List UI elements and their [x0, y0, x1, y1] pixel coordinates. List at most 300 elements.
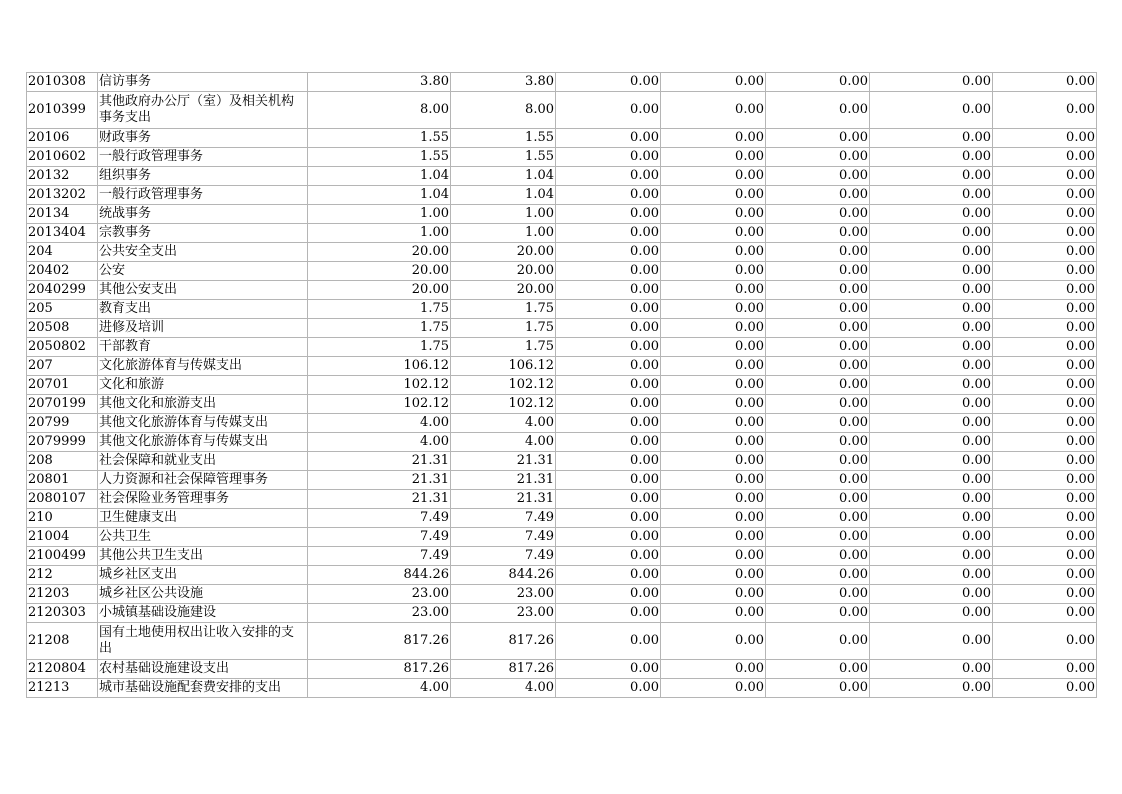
- amount-cell: 21.31: [308, 471, 451, 490]
- subject-name-cell: 一般行政管理事务: [98, 186, 308, 205]
- amount-cell: 7.49: [451, 547, 556, 566]
- amount-cell: 7.49: [308, 509, 451, 528]
- amount-cell: 0.00: [661, 585, 766, 604]
- amount-cell: 7.49: [308, 547, 451, 566]
- amount-cell: 0.00: [993, 262, 1097, 281]
- amount-cell: 0.00: [556, 129, 661, 148]
- amount-cell: 0.00: [766, 92, 870, 129]
- amount-cell: 0.00: [661, 357, 766, 376]
- amount-cell: 0.00: [870, 357, 993, 376]
- table-row: [27, 585, 1097, 604]
- amount-cell: 0.00: [766, 224, 870, 243]
- amount-cell: 4.00: [451, 433, 556, 452]
- amount-cell: 0.00: [556, 452, 661, 471]
- amount-cell: 0.00: [766, 623, 870, 660]
- amount-cell: 0.00: [766, 319, 870, 338]
- amount-cell: 1.75: [451, 319, 556, 338]
- amount-cell: 817.26: [451, 660, 556, 679]
- amount-cell: 0.00: [870, 509, 993, 528]
- amount-cell: 0.00: [993, 490, 1097, 509]
- amount-cell: 0.00: [661, 92, 766, 129]
- amount-cell: 0.00: [766, 490, 870, 509]
- amount-cell: 0.00: [661, 660, 766, 679]
- amount-cell: 0.00: [661, 186, 766, 205]
- amount-cell: 0.00: [766, 300, 870, 319]
- amount-cell: 0.00: [766, 262, 870, 281]
- amount-cell: 0.00: [993, 547, 1097, 566]
- amount-cell: 20.00: [451, 262, 556, 281]
- amount-cell: 0.00: [993, 414, 1097, 433]
- subject-code-cell: 20134: [27, 205, 98, 224]
- table-row: [27, 338, 1097, 357]
- subject-code-cell: 20132: [27, 167, 98, 186]
- amount-cell: 106.12: [308, 357, 451, 376]
- amount-cell: 0.00: [556, 148, 661, 167]
- table-row: [27, 357, 1097, 376]
- amount-cell: 0.00: [766, 148, 870, 167]
- amount-cell: 0.00: [993, 452, 1097, 471]
- amount-cell: 0.00: [556, 319, 661, 338]
- subject-code-cell: 21004: [27, 528, 98, 547]
- amount-cell: 0.00: [556, 528, 661, 547]
- amount-cell: 1.75: [308, 319, 451, 338]
- subject-code-cell: 205: [27, 300, 98, 319]
- amount-cell: 3.80: [308, 73, 451, 92]
- amount-cell: 0.00: [993, 205, 1097, 224]
- amount-cell: 0.00: [661, 224, 766, 243]
- amount-cell: 0.00: [556, 566, 661, 585]
- table-row: [27, 471, 1097, 490]
- amount-cell: 21.31: [308, 490, 451, 509]
- subject-code-cell: 20508: [27, 319, 98, 338]
- amount-cell: 0.00: [556, 585, 661, 604]
- amount-cell: 0.00: [766, 376, 870, 395]
- amount-cell: 0.00: [661, 73, 766, 92]
- subject-name-cell: 宗教事务: [98, 224, 308, 243]
- table-row: [27, 224, 1097, 243]
- amount-cell: 8.00: [451, 92, 556, 129]
- table-row: [27, 566, 1097, 585]
- amount-cell: 7.49: [451, 528, 556, 547]
- amount-cell: 0.00: [661, 528, 766, 547]
- amount-cell: 0.00: [556, 433, 661, 452]
- amount-cell: 1.55: [308, 148, 451, 167]
- amount-cell: 1.55: [308, 129, 451, 148]
- table-row: [27, 73, 1097, 92]
- amount-cell: 0.00: [870, 243, 993, 262]
- subject-code-cell: 2013404: [27, 224, 98, 243]
- table-row: [27, 490, 1097, 509]
- amount-cell: 0.00: [993, 604, 1097, 623]
- amount-cell: 0.00: [870, 129, 993, 148]
- subject-name-cell: 信访事务: [98, 73, 308, 92]
- amount-cell: 0.00: [661, 414, 766, 433]
- subject-code-cell: 207: [27, 357, 98, 376]
- amount-cell: 4.00: [451, 679, 556, 698]
- amount-cell: 0.00: [661, 148, 766, 167]
- amount-cell: 1.75: [308, 338, 451, 357]
- amount-cell: 21.31: [451, 490, 556, 509]
- amount-cell: 23.00: [451, 585, 556, 604]
- amount-cell: 0.00: [766, 73, 870, 92]
- amount-cell: 0.00: [993, 660, 1097, 679]
- table-row: [27, 528, 1097, 547]
- amount-cell: 0.00: [661, 376, 766, 395]
- subject-code-cell: 21213: [27, 679, 98, 698]
- amount-cell: 0.00: [661, 205, 766, 224]
- subject-code-cell: 2010308: [27, 73, 98, 92]
- amount-cell: 0.00: [766, 186, 870, 205]
- subject-name-cell: 教育支出: [98, 300, 308, 319]
- amount-cell: 0.00: [766, 433, 870, 452]
- amount-cell: 0.00: [661, 604, 766, 623]
- amount-cell: 0.00: [993, 129, 1097, 148]
- amount-cell: 23.00: [308, 604, 451, 623]
- amount-cell: 0.00: [556, 186, 661, 205]
- subject-code-cell: 21203: [27, 585, 98, 604]
- subject-name-cell: 农村基础设施建设支出: [98, 660, 308, 679]
- amount-cell: 0.00: [870, 490, 993, 509]
- amount-cell: 0.00: [870, 604, 993, 623]
- subject-code-cell: 2100499: [27, 547, 98, 566]
- amount-cell: 0.00: [870, 92, 993, 129]
- amount-cell: 0.00: [661, 243, 766, 262]
- amount-cell: 1.55: [451, 148, 556, 167]
- amount-cell: 0.00: [556, 224, 661, 243]
- amount-cell: 0.00: [661, 679, 766, 698]
- subject-name-cell: 公共卫生: [98, 528, 308, 547]
- amount-cell: 0.00: [993, 186, 1097, 205]
- table-row: [27, 433, 1097, 452]
- amount-cell: 1.75: [308, 300, 451, 319]
- table-row: [27, 623, 1097, 660]
- amount-cell: 0.00: [870, 376, 993, 395]
- amount-cell: 0.00: [993, 471, 1097, 490]
- subject-code-cell: 21208: [27, 623, 98, 660]
- amount-cell: 0.00: [993, 167, 1097, 186]
- amount-cell: 1.75: [451, 338, 556, 357]
- subject-name-cell: 文化旅游体育与传媒支出: [98, 357, 308, 376]
- amount-cell: 0.00: [993, 92, 1097, 129]
- subject-name-cell: 小城镇基础设施建设: [98, 604, 308, 623]
- amount-cell: 0.00: [556, 167, 661, 186]
- amount-cell: 0.00: [766, 660, 870, 679]
- amount-cell: 0.00: [870, 679, 993, 698]
- table-row: [27, 92, 1097, 129]
- table-row: [27, 148, 1097, 167]
- amount-cell: 0.00: [870, 660, 993, 679]
- subject-code-cell: 20801: [27, 471, 98, 490]
- amount-cell: 0.00: [993, 357, 1097, 376]
- budget-table-sheet: [26, 72, 1096, 698]
- amount-cell: 0.00: [556, 205, 661, 224]
- subject-name-cell: 公共安全支出: [98, 243, 308, 262]
- subject-code-cell: 20799: [27, 414, 98, 433]
- amount-cell: 1.04: [451, 186, 556, 205]
- amount-cell: 0.00: [870, 281, 993, 300]
- subject-code-cell: 20106: [27, 129, 98, 148]
- amount-cell: 1.75: [451, 300, 556, 319]
- amount-cell: 0.00: [661, 338, 766, 357]
- subject-name-cell: 社会保障和就业支出: [98, 452, 308, 471]
- amount-cell: 844.26: [308, 566, 451, 585]
- amount-cell: 0.00: [993, 281, 1097, 300]
- table-row: [27, 281, 1097, 300]
- amount-cell: 0.00: [556, 660, 661, 679]
- amount-cell: 0.00: [870, 186, 993, 205]
- subject-name-cell: 人力资源和社会保障管理事务: [98, 471, 308, 490]
- table-row: [27, 300, 1097, 319]
- amount-cell: 0.00: [870, 73, 993, 92]
- subject-name-cell: 其他公安支出: [98, 281, 308, 300]
- amount-cell: 0.00: [993, 528, 1097, 547]
- amount-cell: 20.00: [451, 243, 556, 262]
- amount-cell: 4.00: [308, 679, 451, 698]
- table-row: [27, 414, 1097, 433]
- amount-cell: 106.12: [451, 357, 556, 376]
- amount-cell: 0.00: [870, 300, 993, 319]
- subject-name-cell: 其他公共卫生支出: [98, 547, 308, 566]
- amount-cell: 0.00: [766, 167, 870, 186]
- subject-name-cell: 其他文化和旅游支出: [98, 395, 308, 414]
- amount-cell: 7.49: [308, 528, 451, 547]
- amount-cell: 0.00: [766, 471, 870, 490]
- amount-cell: 0.00: [993, 224, 1097, 243]
- table-row: [27, 186, 1097, 205]
- amount-cell: 0.00: [661, 452, 766, 471]
- amount-cell: 0.00: [870, 205, 993, 224]
- amount-cell: 7.49: [451, 509, 556, 528]
- amount-cell: 1.55: [451, 129, 556, 148]
- amount-cell: 0.00: [661, 167, 766, 186]
- amount-cell: 20.00: [308, 262, 451, 281]
- amount-cell: 0.00: [556, 338, 661, 357]
- amount-cell: 0.00: [766, 604, 870, 623]
- amount-cell: 0.00: [556, 509, 661, 528]
- amount-cell: 0.00: [661, 509, 766, 528]
- amount-cell: 1.00: [308, 205, 451, 224]
- amount-cell: 1.00: [451, 224, 556, 243]
- subject-name-cell: 其他文化旅游体育与传媒支出: [98, 414, 308, 433]
- amount-cell: 0.00: [870, 338, 993, 357]
- amount-cell: 0.00: [556, 604, 661, 623]
- amount-cell: 3.80: [451, 73, 556, 92]
- subject-code-cell: 20402: [27, 262, 98, 281]
- subject-name-cell: 城乡社区支出: [98, 566, 308, 585]
- amount-cell: 0.00: [870, 452, 993, 471]
- amount-cell: 0.00: [661, 490, 766, 509]
- subject-name-cell: 一般行政管理事务: [98, 148, 308, 167]
- amount-cell: 0.00: [993, 376, 1097, 395]
- subject-name-cell: 社会保险业务管理事务: [98, 490, 308, 509]
- amount-cell: 0.00: [870, 566, 993, 585]
- amount-cell: 0.00: [556, 281, 661, 300]
- subject-name-cell: 组织事务: [98, 167, 308, 186]
- amount-cell: 4.00: [451, 414, 556, 433]
- amount-cell: 0.00: [870, 471, 993, 490]
- amount-cell: 0.00: [766, 585, 870, 604]
- amount-cell: 0.00: [870, 528, 993, 547]
- subject-name-cell: 国有土地使用权出让收入安排的支出: [98, 623, 308, 660]
- amount-cell: 20.00: [308, 243, 451, 262]
- amount-cell: 23.00: [451, 604, 556, 623]
- amount-cell: 20.00: [308, 281, 451, 300]
- amount-cell: 20.00: [451, 281, 556, 300]
- amount-cell: 102.12: [308, 376, 451, 395]
- amount-cell: 0.00: [556, 357, 661, 376]
- amount-cell: 0.00: [870, 414, 993, 433]
- subject-code-cell: 210: [27, 509, 98, 528]
- amount-cell: 0.00: [766, 395, 870, 414]
- amount-cell: 817.26: [451, 623, 556, 660]
- amount-cell: 1.00: [308, 224, 451, 243]
- amount-cell: 0.00: [766, 243, 870, 262]
- amount-cell: 0.00: [661, 319, 766, 338]
- subject-code-cell: 2040299: [27, 281, 98, 300]
- table-row: [27, 679, 1097, 698]
- amount-cell: 1.04: [451, 167, 556, 186]
- amount-cell: 0.00: [556, 471, 661, 490]
- amount-cell: 102.12: [451, 376, 556, 395]
- table-row: [27, 319, 1097, 338]
- subject-name-cell: 其他政府办公厅（室）及相关机构事务支出: [98, 92, 308, 129]
- amount-cell: 0.00: [870, 148, 993, 167]
- amount-cell: 8.00: [308, 92, 451, 129]
- amount-cell: 0.00: [556, 376, 661, 395]
- table-row: [27, 243, 1097, 262]
- amount-cell: 0.00: [661, 129, 766, 148]
- amount-cell: 844.26: [451, 566, 556, 585]
- amount-cell: 0.00: [993, 623, 1097, 660]
- amount-cell: 0.00: [556, 414, 661, 433]
- table-body: [27, 73, 1097, 698]
- amount-cell: 0.00: [556, 243, 661, 262]
- subject-name-cell: 文化和旅游: [98, 376, 308, 395]
- amount-cell: 0.00: [870, 224, 993, 243]
- amount-cell: 0.00: [870, 167, 993, 186]
- subject-code-cell: 2010602: [27, 148, 98, 167]
- amount-cell: 4.00: [308, 414, 451, 433]
- subject-code-cell: 2080107: [27, 490, 98, 509]
- amount-cell: 21.31: [451, 471, 556, 490]
- amount-cell: 21.31: [451, 452, 556, 471]
- subject-name-cell: 统战事务: [98, 205, 308, 224]
- amount-cell: 0.00: [556, 92, 661, 129]
- table-row: [27, 205, 1097, 224]
- amount-cell: 0.00: [766, 452, 870, 471]
- amount-cell: 0.00: [870, 395, 993, 414]
- subject-name-cell: 干部教育: [98, 338, 308, 357]
- amount-cell: 0.00: [993, 338, 1097, 357]
- amount-cell: 0.00: [993, 73, 1097, 92]
- amount-cell: 0.00: [993, 300, 1097, 319]
- table-row: [27, 376, 1097, 395]
- amount-cell: 0.00: [993, 585, 1097, 604]
- amount-cell: 0.00: [766, 281, 870, 300]
- subject-code-cell: 212: [27, 566, 98, 585]
- table-row: [27, 167, 1097, 186]
- amount-cell: 0.00: [661, 566, 766, 585]
- amount-cell: 0.00: [556, 623, 661, 660]
- expenditure-table: [26, 72, 1097, 698]
- amount-cell: 0.00: [870, 547, 993, 566]
- amount-cell: 0.00: [661, 262, 766, 281]
- amount-cell: 0.00: [870, 262, 993, 281]
- amount-cell: 0.00: [661, 300, 766, 319]
- amount-cell: 0.00: [870, 623, 993, 660]
- subject-name-cell: 其他文化旅游体育与传媒支出: [98, 433, 308, 452]
- amount-cell: 0.00: [556, 73, 661, 92]
- subject-code-cell: 2120303: [27, 604, 98, 623]
- amount-cell: 0.00: [993, 679, 1097, 698]
- amount-cell: 23.00: [308, 585, 451, 604]
- amount-cell: 0.00: [766, 679, 870, 698]
- subject-name-cell: 城乡社区公共设施: [98, 585, 308, 604]
- amount-cell: 0.00: [766, 509, 870, 528]
- amount-cell: 0.00: [766, 414, 870, 433]
- amount-cell: 0.00: [661, 623, 766, 660]
- table-row: [27, 660, 1097, 679]
- table-row: [27, 262, 1097, 281]
- subject-code-cell: 208: [27, 452, 98, 471]
- amount-cell: 0.00: [556, 262, 661, 281]
- amount-cell: 0.00: [870, 585, 993, 604]
- amount-cell: 4.00: [308, 433, 451, 452]
- table-row: [27, 452, 1097, 471]
- subject-code-cell: 2010399: [27, 92, 98, 129]
- amount-cell: 817.26: [308, 660, 451, 679]
- amount-cell: 0.00: [556, 300, 661, 319]
- amount-cell: 102.12: [451, 395, 556, 414]
- amount-cell: 1.04: [308, 186, 451, 205]
- amount-cell: 0.00: [766, 528, 870, 547]
- amount-cell: 0.00: [993, 433, 1097, 452]
- amount-cell: 0.00: [870, 319, 993, 338]
- amount-cell: 0.00: [556, 395, 661, 414]
- amount-cell: 0.00: [993, 509, 1097, 528]
- amount-cell: 0.00: [993, 243, 1097, 262]
- amount-cell: 0.00: [993, 566, 1097, 585]
- amount-cell: 102.12: [308, 395, 451, 414]
- amount-cell: 0.00: [661, 471, 766, 490]
- subject-code-cell: 20701: [27, 376, 98, 395]
- amount-cell: 0.00: [766, 357, 870, 376]
- subject-name-cell: 公安: [98, 262, 308, 281]
- amount-cell: 1.00: [451, 205, 556, 224]
- amount-cell: 0.00: [661, 547, 766, 566]
- amount-cell: 0.00: [766, 338, 870, 357]
- amount-cell: 1.04: [308, 167, 451, 186]
- table-row: [27, 509, 1097, 528]
- amount-cell: 0.00: [661, 395, 766, 414]
- subject-code-cell: 2050802: [27, 338, 98, 357]
- subject-name-cell: 城市基础设施配套费安排的支出: [98, 679, 308, 698]
- amount-cell: 0.00: [766, 129, 870, 148]
- amount-cell: 0.00: [993, 319, 1097, 338]
- amount-cell: 0.00: [556, 547, 661, 566]
- amount-cell: 0.00: [556, 490, 661, 509]
- amount-cell: 0.00: [993, 395, 1097, 414]
- subject-code-cell: 204: [27, 243, 98, 262]
- subject-code-cell: 2013202: [27, 186, 98, 205]
- subject-code-cell: 2120804: [27, 660, 98, 679]
- amount-cell: 0.00: [766, 566, 870, 585]
- amount-cell: 0.00: [870, 433, 993, 452]
- table-row: [27, 604, 1097, 623]
- table-row: [27, 547, 1097, 566]
- amount-cell: 0.00: [556, 679, 661, 698]
- amount-cell: 0.00: [661, 281, 766, 300]
